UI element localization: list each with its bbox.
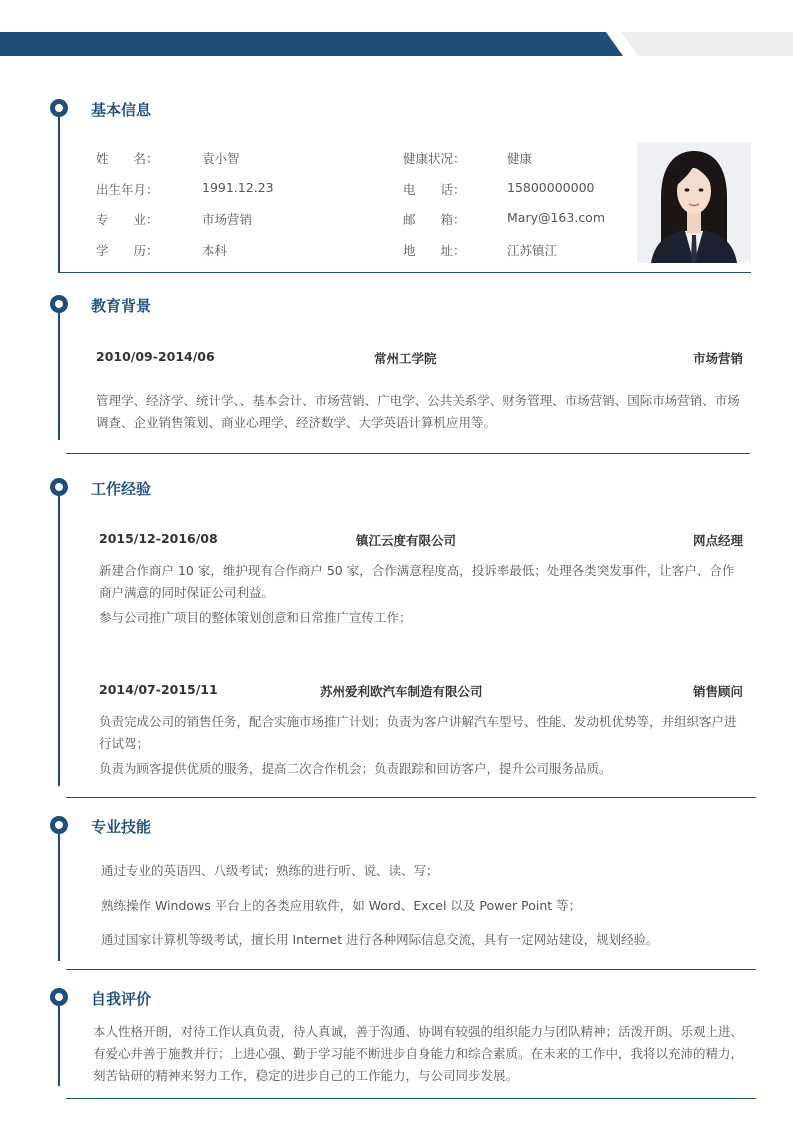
section-bullet-icon xyxy=(50,816,68,834)
section-title: 专业技能 xyxy=(91,818,152,836)
section-divider xyxy=(66,969,756,970)
section-timeline xyxy=(58,117,60,273)
section-divider xyxy=(66,453,750,454)
health-value: 健康 xyxy=(507,151,533,166)
name-value: 袁小智 xyxy=(202,151,240,166)
phone-label: 电 话： xyxy=(403,182,466,197)
edu-period: 2010/09-2014/06 xyxy=(96,349,215,364)
section-bullet-icon xyxy=(50,988,68,1006)
header-band xyxy=(0,32,793,56)
edu-school: 常州工学院 xyxy=(374,351,437,366)
addr-label: 地 址： xyxy=(403,243,466,258)
edu-courses: 管理学、经济学、统计学、、基本会计、市场营销、广电学、公共关系学、财务管理、市场营销、国际市场营销、市场调查、企业销售策划、商业心理学、经济数学、大学英语计算机应用等。 xyxy=(96,393,740,430)
job-duty: 新建合作商户 10 家，维护现有合作商户 50 家，合作满意程度高，投诉率最低；处理各类突发事件，让客户、合作商户满意的同时保证公司利益。 xyxy=(99,563,735,600)
section-timeline xyxy=(58,1006,60,1086)
edu-value: 本科 xyxy=(202,243,228,258)
email-label: 邮 箱： xyxy=(403,212,466,227)
section-divider xyxy=(66,797,756,798)
job-company: 苏州爱利欧汽车制造有限公司 xyxy=(320,684,483,699)
section-title: 自我评价 xyxy=(91,990,152,1008)
section-bullet-icon xyxy=(50,295,68,313)
addr-value: 江苏镇江 xyxy=(507,243,558,258)
section-divider xyxy=(60,272,751,273)
section-title: 教育背景 xyxy=(91,297,152,315)
section-title: 基本信息 xyxy=(91,101,152,119)
section-bullet-icon xyxy=(50,99,68,117)
name-label: 姓 名： xyxy=(96,151,159,166)
skill-item: 熟练操作 Windows 平台上的各类应用软件，如 Word、Excel 以及 Power Point 等； xyxy=(101,898,582,913)
job-duty: 参与公司推广项目的整体策划创意和日常推广宣传工作； xyxy=(99,610,412,625)
birth-label: 出生年月： xyxy=(96,182,159,197)
job-duty: 负责完成公司的销售任务，配合实施市场推广计划；负责为客户讲解汽车型号、性能、发动机优势等，并组织客户进行试驾； xyxy=(99,714,737,751)
section-bullet-icon xyxy=(50,478,68,496)
section-title: 工作经验 xyxy=(91,480,152,498)
section-timeline xyxy=(58,834,60,961)
job-duty: 负责为顾客提供优质的服务，提高二次合作机会；负责跟踪和回访客户，提升公司服务品质。 xyxy=(99,761,612,776)
job-period: 2015/12-2016/08 xyxy=(99,531,218,546)
edu-label: 学 历： xyxy=(96,243,159,258)
major-label: 专 业： xyxy=(96,212,159,227)
health-label: 健康状况： xyxy=(403,151,466,166)
phone-value: 15800000000 xyxy=(507,180,595,195)
major-value: 市场营销 xyxy=(202,212,253,227)
self-evaluation-text: 本人性格开朗，对待工作认真负责，待人真诚，善于沟通、协调有较强的组织能力与团队精神；活泼开朗、乐观上进、有爱心并善于施教并行；上进心强、勤于学习能不断进步自身能力和综合素质。在未来的工作中，我将以充沛的精力，刻苦钻研的精神来努力工作，稳定的进步自己的工作能力，与公司同步发展。 xyxy=(93,1024,744,1083)
section-divider xyxy=(66,1098,756,1099)
birth-value: 1991.12.23 xyxy=(202,180,274,195)
section-timeline xyxy=(58,313,60,440)
skill-item: 通过国家计算机等级考试，擅长用 Internet 进行各种网际信息交流，具有一定网站建设，规划经验。 xyxy=(101,932,659,947)
job-period: 2014/07-2015/11 xyxy=(99,682,218,697)
job-position: 网点经理 xyxy=(692,533,743,548)
edu-major: 市场营销 xyxy=(692,351,743,366)
profile-photo xyxy=(637,143,751,263)
section-timeline xyxy=(58,496,60,786)
email-value: Mary@163.com xyxy=(507,210,606,225)
job-company: 镇江云度有限公司 xyxy=(356,533,457,548)
job-position: 销售顾问 xyxy=(692,684,743,699)
skill-item: 通过专业的英语四、八级考试；熟练的进行听、说、读、写； xyxy=(101,863,439,878)
